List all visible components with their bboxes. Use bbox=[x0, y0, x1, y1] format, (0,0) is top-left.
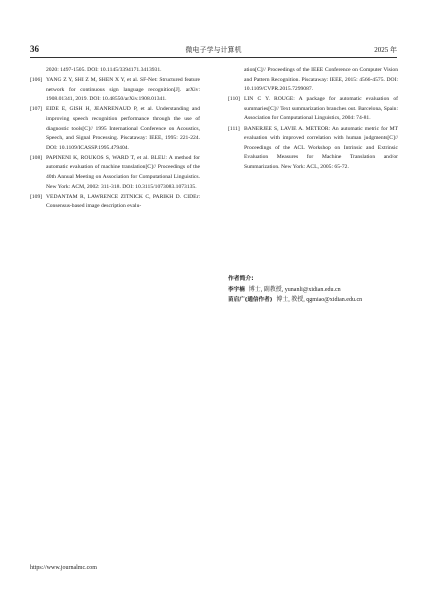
author-entry bbox=[228, 295, 403, 305]
reference-item-110 bbox=[228, 95, 398, 124]
page-number: 36 bbox=[30, 44, 39, 54]
reference-label: [109] bbox=[30, 193, 43, 200]
reference-text: LIN C Y. ROUGE: A package for automatic evaluation of summaries[C]// Text summarization branches out. Barcelona, Spain: Association for Computational Linguistics, 2004: 74-81. bbox=[244, 96, 398, 122]
reference-label: [110] bbox=[228, 96, 240, 103]
reference-item-108 bbox=[30, 154, 200, 192]
author-info: 博士, 教授, qgmiao@xidian.edu.cn bbox=[276, 297, 363, 303]
left-reference-column bbox=[30, 66, 200, 212]
author-biographies bbox=[228, 274, 403, 305]
reference-item-107 bbox=[30, 105, 200, 153]
reference-item-106 bbox=[30, 76, 200, 105]
journal-name: 微电子学与计算机 bbox=[185, 46, 242, 54]
reference-text: EIDE E, GISH H, JEANRENAUD P, et al. Understanding and improving speech recognition performance through the use of diagnostic tools[C]// 1995 International Conference on Acoustics, Speech, and Signal Processing. Piscataway: IEEE, 1995: 221-224. DOI: 10.1109/ICASSP.1995.479404. bbox=[46, 106, 200, 151]
author-info: 博士, 副教授, yunanli@xidian.edu.cn bbox=[248, 287, 341, 293]
journal-url[interactable]: https://www.journalmc.com bbox=[30, 565, 97, 571]
reference-continuation bbox=[30, 66, 200, 76]
right-reference-column bbox=[228, 66, 398, 173]
reference-label: [108] bbox=[30, 154, 43, 161]
reference-text: PAPINENI K, ROUKOS S, WARD T, et al. BLEU: A method for automatic evaluation of machine translation[C]// Proceedings of the 40th Annual Meeting on Association for Computational Linguistics. New York: ACM, 2002: 311-318. DOI: 10.3115/1073083.1073135. bbox=[46, 154, 200, 190]
reference-label: [107] bbox=[30, 106, 43, 113]
reference-continuation bbox=[228, 66, 398, 95]
author-name: 苗启广(通信作者) bbox=[228, 297, 273, 303]
author-entry bbox=[228, 285, 403, 295]
reference-item-111 bbox=[228, 125, 398, 173]
reference-text: BANERJEE S, LAVIE A. METEOR: An automatic metric for MT evaluation with improved correlation with human judgments[C]// Proceedings of the ACL Workshop on Intrinsic and Extrinsic Evaluation Measures for Machine Translation and/or Summarization. New York: ACL, 2005: 65-72. bbox=[244, 125, 398, 170]
reference-label: [106] bbox=[30, 77, 43, 84]
author-section-title: 作者简介: bbox=[228, 276, 254, 282]
reference-item-109 bbox=[30, 193, 200, 212]
publication-year: 2025 年 bbox=[374, 46, 397, 54]
reference-text: VEDANTAM R, LAWRENCE ZITNICK C, PARIKH D. CIDEr: Consensus-based image description evalu- bbox=[46, 193, 200, 210]
reference-text: YANG Z Y, SHI Z M, SHEN X Y, et al. SF-Net: Structured feature network for continuous sign language recognition[J]. arXiv: 1908.01341, 2019. DOI: 10.48550/arXiv.1908.01341. bbox=[46, 77, 200, 103]
author-name: 李宇楠 bbox=[228, 287, 245, 293]
reference-text: 2020: 1497-1505. DOI: 10.1145/3394171.3413931. bbox=[46, 67, 162, 73]
page-header bbox=[30, 43, 397, 58]
reference-text: ation[C]// Proceedings of the IEEE Conference on Computer Vision and Pattern Recognition. Piscataway: IEEE, 2015: 4566-4575. DOI: 10.1109/CVPR.2015.7299087. bbox=[244, 67, 398, 93]
reference-label: [111] bbox=[228, 125, 240, 132]
